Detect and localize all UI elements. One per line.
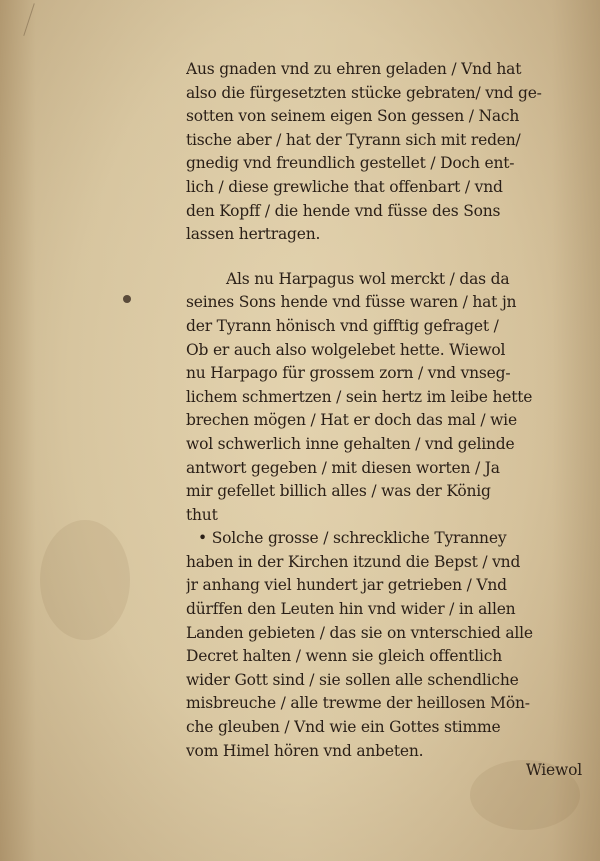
text-line: sotten von seinem eigen Son gessen / Nach bbox=[186, 107, 520, 126]
text-line: vom Himel hören vnd anbeten. bbox=[186, 741, 424, 760]
text-line-content: Solche grosse / schreckliche Tyranney bbox=[211, 529, 507, 548]
text-line: lich / diese grewliche that offenbart / vnd bbox=[186, 177, 503, 196]
text-line: den Kopff / die hende vnd füsse des Sons bbox=[186, 201, 501, 220]
text-line: mir gefellet billich alles / was der König bbox=[186, 482, 491, 501]
text-line: seines Sons hende vnd füsse waren / hat jn bbox=[186, 293, 517, 312]
text-line: jr anhang viel hundert jar getrieben / Vnd bbox=[186, 576, 507, 595]
body-text bbox=[186, 58, 586, 783]
text-line: tische aber / hat der Tyrann sich mit reden/ bbox=[186, 130, 521, 149]
text-line: Decret halten / wenn sie gleich offentlich bbox=[186, 647, 502, 666]
text-line: brechen mögen / Hat er doch das mal / wie bbox=[186, 411, 517, 430]
text-line: dürffen den Leuten hin vnd wider / in allen bbox=[186, 600, 516, 619]
paragraph-1 bbox=[186, 58, 586, 247]
margin-ink-dot bbox=[123, 295, 131, 303]
paragraph-gap bbox=[186, 247, 586, 268]
text-line: Ob er auch also wolgelebet hette. Wiewol bbox=[186, 340, 506, 359]
text-line: also die fürgesetzten stücke gebraten/ vnd ge- bbox=[186, 83, 542, 102]
text-line: lassen hertragen. bbox=[186, 225, 321, 244]
text-line bbox=[186, 527, 586, 551]
text-line: Aus gnaden vnd zu ehren geladen / Vnd hat bbox=[186, 60, 522, 78]
text-line: wol schwerlich inne gehalten / vnd gelinde bbox=[186, 434, 515, 453]
text-line: antwort gegeben / mit diesen worten / Ja bbox=[186, 458, 500, 477]
text-line: gnedig vnd freundlich gestellet / Doch ent- bbox=[186, 154, 515, 173]
paper-stain bbox=[40, 520, 130, 640]
text-line: misbreuche / alle trewme der heillosen Mön- bbox=[186, 694, 530, 713]
catchword: Wiewol bbox=[525, 761, 582, 780]
text-line: thut bbox=[186, 505, 218, 524]
text-line: der Tyrann hönisch vnd gifftig gefraget / bbox=[186, 316, 499, 335]
text-line: lichem schmertzen / sein hertz im leibe hette bbox=[186, 387, 533, 406]
text-line: wider Gott sind / sie sollen alle schendliche bbox=[186, 670, 519, 689]
paragraph-3 bbox=[186, 527, 586, 763]
ink-mark bbox=[23, 3, 55, 42]
paragraph-2 bbox=[186, 268, 586, 528]
text-line: haben in der Kirchen itzund die Bepst / vnd bbox=[186, 552, 521, 571]
bullet-mark: • bbox=[198, 529, 207, 548]
text-line: Als nu Harpagus wol merckt / das da bbox=[226, 269, 510, 288]
text-line: che gleuben / Vnd wie ein Gottes stimme bbox=[186, 718, 501, 737]
text-line: nu Harpago für grossem zorn / vnd vnseg- bbox=[186, 364, 511, 383]
text-line: Landen gebieten / das sie on vnterschied alle bbox=[186, 623, 533, 642]
